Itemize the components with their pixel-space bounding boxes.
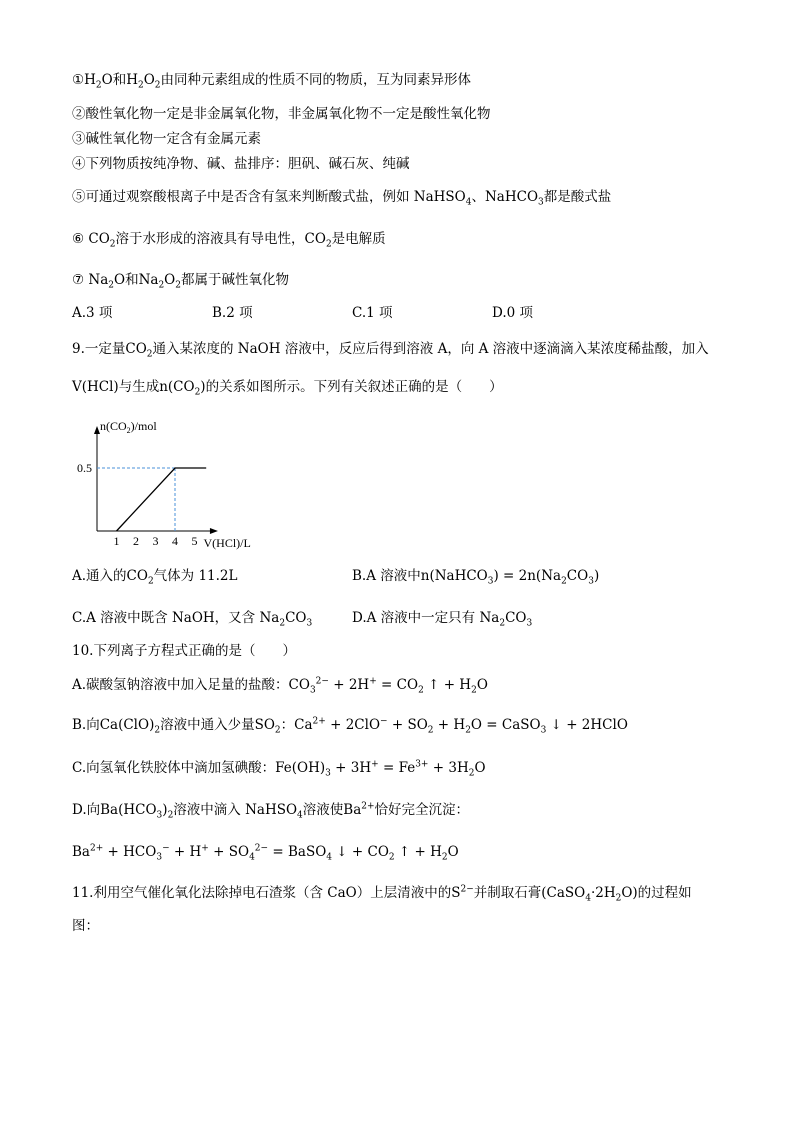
text-segment: = Fe <box>378 760 416 776</box>
subscript: 2 <box>146 349 153 360</box>
subscript: 2 <box>465 725 471 736</box>
y-tick-label: 0.5 <box>77 461 92 475</box>
text-segment: + 3H <box>428 760 469 776</box>
text-segment: 、NaHCO <box>471 189 539 205</box>
text-segment: + 2ClO <box>325 717 381 733</box>
q10-option-c <box>72 759 486 777</box>
text-segment: A.碳酸氢钠溶液中加入足量的盐酸：CO <box>72 677 310 693</box>
x-tick-label: 2 <box>133 534 139 548</box>
subscript: 3 <box>540 725 547 736</box>
subscript: 2 <box>274 725 281 736</box>
y-axis-label-part: 2 <box>126 426 131 435</box>
text-segment: O <box>447 844 459 860</box>
subscript: 3 <box>156 810 163 821</box>
q9-stem-line2 <box>72 378 503 396</box>
text-segment: O <box>476 677 488 693</box>
text-segment: ·2H <box>590 885 616 901</box>
text-segment: 都属于碱性氧化物 <box>180 272 289 288</box>
superscript: 2+ <box>89 843 104 854</box>
text-segment: O和Na <box>114 272 159 288</box>
text-segment: ⑥ CO <box>72 231 110 247</box>
text-segment: A.通入的CO <box>72 568 148 584</box>
superscript: + <box>371 759 379 770</box>
text-segment: + HCO <box>103 844 157 860</box>
text-segment: )的关系如图所示。下列有关叙述正确的是（ ） <box>200 379 503 395</box>
statement-1 <box>72 71 471 89</box>
subscript: 2 <box>427 725 434 736</box>
text-segment: 气体为 11.2L <box>153 568 238 584</box>
text-segment: ↑ + H <box>423 677 472 693</box>
text-segment: CO <box>566 568 589 584</box>
q10-option-b <box>72 716 628 734</box>
text-segment: C.A 溶液中既含 NaOH，又含 Na <box>72 610 280 626</box>
statement-3: ③碱性氧化物一定含有金属元素 <box>72 131 261 147</box>
x-tick-label: 5 <box>191 534 198 548</box>
text-segment: 溶液使Ba <box>302 802 362 818</box>
text-segment: B.A 溶液中n(NaHCO <box>352 568 488 584</box>
superscript: − <box>380 716 388 727</box>
text-segment: + 3H <box>330 760 372 776</box>
superscript: 2− <box>254 843 269 854</box>
subscript: 2 <box>418 685 424 696</box>
text-segment: ：Ca <box>280 717 313 733</box>
subscript: 2 <box>279 618 286 629</box>
q8-option-d: D.0 项 <box>492 305 534 321</box>
subscript: 2 <box>468 768 475 779</box>
subscript: 3 <box>306 618 313 629</box>
subscript: 2 <box>147 576 154 587</box>
text-segment: ) <box>162 802 168 818</box>
text-segment: B.向Ca(ClO) <box>72 717 155 733</box>
subscript: 2 <box>499 618 506 629</box>
text-segment: O)的过程如 <box>621 885 692 901</box>
statement-5 <box>72 188 611 206</box>
text-segment: 通入某浓度的 NaOH 溶液中，反应后得到溶液 A，向 A 溶液中逐滴滴入某浓度稀盐酸，加入 <box>152 341 709 357</box>
text-segment: ↓ + 2HClO <box>546 717 628 733</box>
y-axis-label-part: n(CO <box>100 419 127 433</box>
subscript: 2 <box>194 387 201 398</box>
text-segment: 溶液中滴入 NaHSO <box>173 802 298 818</box>
text-segment: D.向Ba(HCO <box>72 802 157 818</box>
q8-option-a: A.3 项 <box>72 305 113 321</box>
text-segment: + 2H <box>328 677 370 693</box>
subscript: 2 <box>158 280 165 291</box>
y-axis-label <box>100 419 157 435</box>
q8-option-b: B.2 项 <box>212 305 253 321</box>
text-segment: + SO <box>387 717 428 733</box>
statement-7 <box>72 271 289 289</box>
text-segment: + SO <box>208 844 250 860</box>
subscript: 4 <box>585 893 591 904</box>
superscript: 2+ <box>312 716 326 727</box>
text-segment: O = CaSO <box>470 717 541 733</box>
text-segment: CO <box>505 610 527 626</box>
subscript: 2 <box>175 280 181 291</box>
subscript: 2 <box>561 576 567 587</box>
superscript: + <box>201 843 209 854</box>
x-tick-label: 1 <box>113 534 120 548</box>
subscript: 2 <box>325 239 332 250</box>
text-segment: O <box>474 760 486 776</box>
x-axis-arrow <box>210 528 218 534</box>
superscript: 2− <box>460 884 474 895</box>
text-segment: C.向氢氧化铁胶体中滴加氢碘酸：Fe(OH) <box>72 760 326 776</box>
subscript: 3 <box>325 768 331 779</box>
statement-2: ②酸性氧化物一定是非金属氧化物，非金属氧化物不一定是酸性氧化物 <box>72 106 491 122</box>
q10-option-d-line1 <box>72 801 469 819</box>
subscript: 4 <box>297 810 303 821</box>
q9-option-c <box>72 609 312 627</box>
q8-option-c: C.1 项 <box>352 305 393 321</box>
superscript: 3+ <box>415 759 429 770</box>
q11-stem-line2: 图： <box>72 918 99 934</box>
subscript: 2 <box>154 725 161 736</box>
text-segment: ↓ + CO <box>332 844 389 860</box>
text-segment: = BaSO <box>268 844 327 860</box>
text-segment: 溶于水形成的溶液具有导电性，CO <box>115 231 326 247</box>
superscript: + <box>369 676 377 687</box>
text-segment: 都是酸式盐 <box>543 189 612 205</box>
text-segment: + H <box>433 717 466 733</box>
text-segment: 恰好完全沉淀： <box>374 802 470 818</box>
superscript: 2− <box>315 676 329 687</box>
text-segment: 并制取石膏(CaSO <box>473 885 586 901</box>
statement-4: ④下列物质按纯净物、碱、盐排序：胆矾、碱石灰、纯碱 <box>72 156 410 172</box>
text-segment: 由同种元素组成的性质不同的物质，互为同素异形体 <box>160 72 472 88</box>
text-segment: D.A 溶液中一定只有 Na <box>352 610 500 626</box>
text-segment: ↑ + H <box>394 844 442 860</box>
statement-6 <box>72 230 386 248</box>
text-segment: + H <box>169 844 202 860</box>
q9-graph <box>70 418 300 553</box>
subscript: 2 <box>441 852 448 863</box>
subscript: 3 <box>538 197 544 208</box>
text-segment: O <box>143 72 155 88</box>
text-segment: ①H <box>72 72 96 88</box>
subscript: 2 <box>471 685 477 696</box>
text-segment: ⑦ Na <box>72 272 109 288</box>
subscript: 2 <box>137 80 144 91</box>
q9-option-d <box>352 609 532 627</box>
subscript: 2 <box>154 80 161 91</box>
q9-stem-line1 <box>72 340 709 358</box>
subscript: 3 <box>487 576 494 587</box>
subscript: 2 <box>109 239 116 250</box>
subscript: 2 <box>95 80 102 91</box>
subscript: 2 <box>108 280 114 291</box>
q10-option-a <box>72 676 488 694</box>
subscript: 4 <box>326 852 332 863</box>
y-axis-label-part: )/mol <box>130 419 157 433</box>
text-segment: CO <box>285 610 307 626</box>
subscript: 2 <box>167 810 174 821</box>
subscript: 2 <box>388 852 395 863</box>
text-segment: 溶液中通入少量SO <box>160 717 275 733</box>
text-segment: ) <box>593 568 600 584</box>
series-line <box>117 468 207 531</box>
q10-stem: 10.下列离子方程式正确的是（ ） <box>72 643 296 659</box>
text-segment: O <box>164 272 176 288</box>
subscript: 3 <box>309 685 316 696</box>
superscript: 2+ <box>361 801 375 812</box>
subscript: 2 <box>615 893 622 904</box>
text-segment: 是电解质 <box>331 231 386 247</box>
subscript: 4 <box>249 852 255 863</box>
q9-option-a <box>72 567 238 585</box>
text-segment: 11.利用空气催化氧化法除掉电石渣浆（含 CaO）上层清液中的S <box>72 885 461 901</box>
superscript: − <box>162 843 170 854</box>
text-segment: ) = 2n(Na <box>493 568 562 584</box>
text-segment: ⑤可通过观察酸根离子中是否含有氢来判断酸式盐，例如 NaHSO <box>72 189 466 205</box>
text-segment: Ba <box>72 844 90 860</box>
text-segment: 9.一定量CO <box>72 341 147 357</box>
text-segment: O和H <box>101 72 138 88</box>
q10-option-d-line2 <box>72 843 459 861</box>
q11-stem-line1 <box>72 884 692 902</box>
text-segment: = CO <box>376 677 419 693</box>
subscript: 3 <box>156 852 163 863</box>
text-segment: V(HCl)与生成n(CO <box>72 379 195 395</box>
x-tick-label: 3 <box>152 534 159 548</box>
subscript: 3 <box>588 576 594 587</box>
subscript: 3 <box>526 618 533 629</box>
x-axis-label: V(HCl)/L <box>203 536 251 550</box>
x-tick-label: 4 <box>172 534 178 548</box>
subscript: 4 <box>465 197 472 208</box>
q9-option-b <box>352 567 599 585</box>
